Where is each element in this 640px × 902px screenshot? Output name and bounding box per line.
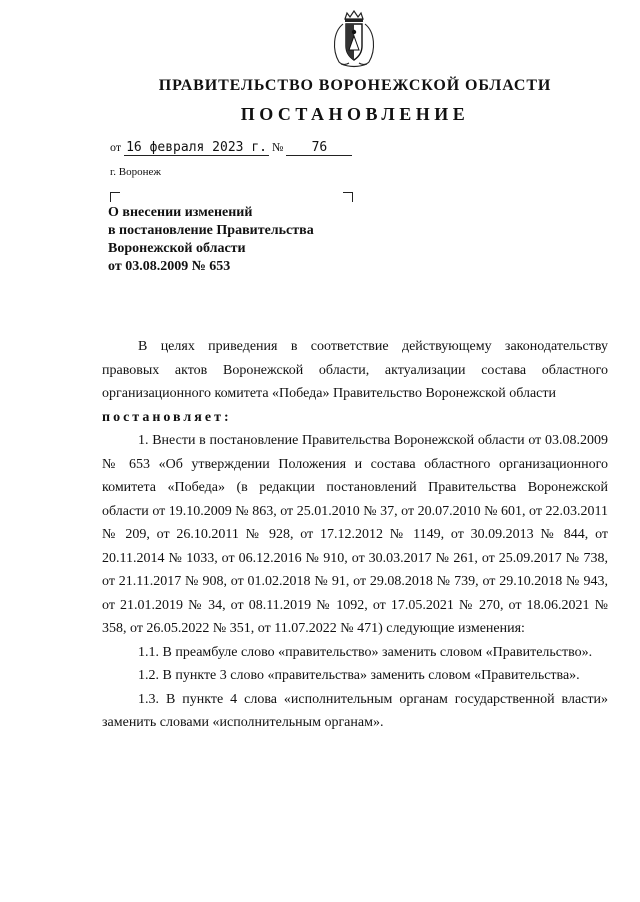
date-prefix: от	[110, 140, 122, 154]
item-1-paragraph: 1. Внести в постановление Правительства Воронежской области от 03.08.2009 № 653 «Об утверждении Положения и состава областного организационного комитета «Победа» (в редакции постановлений Правительства Воронежской области от 19.10.2009 № 863, от 25.01.2010 № 37, от 20.07.2010 № 601, от 22.03.2011 № 209, от 26.10.2011 № 928, от 17.12.2012 № 1149, от 30.09.2013 № 844, от 20.11.2014 № 1033, от 06.12.2016 № 910, от 30.03.2017 № 261, от 25.09.2017 № 738, от 21.11.2017 № 908, от 01.02.2018 № 91, от 29.08.2018 № 739, от 29.10.2018 № 943, от 21.01.2019 № 34, от 08.11.2019 № 1092, от 17.05.2021 № 270, от 18.06.2021 № 358, от 26.05.2022 № 351, от 11.07.2022 № 471) следующие изменения:	[102, 433, 608, 636]
item-1-3-paragraph: 1.3. В пункте 4 слова «исполнительным органам государственной власти» заменить словами «исполнительным органам».	[102, 691, 608, 730]
item-1-1-paragraph: 1.1. В преамбуле слово «правительство» заменить словом «Правительство».	[138, 644, 593, 660]
date-number-line	[110, 140, 352, 156]
voronezh-coat-of-arms-icon	[329, 10, 379, 70]
document-type-title: ПОСТАНОВЛЕНИЕ	[240, 104, 470, 124]
bracket-top-left	[110, 192, 120, 202]
item-1-2-paragraph: 1.2. В пункте 3 слово «правительства» заменить словом «Правительства».	[138, 668, 580, 683]
bracket-top-right	[343, 192, 353, 202]
subject-line: Воронежской области	[108, 241, 246, 256]
document-body	[102, 335, 608, 735]
government-title: ПРАВИТЕЛЬСТВО ВОРОНЕЖСКОЙ ОБЛАСТИ	[158, 77, 552, 94]
city-label: г. Воронеж	[110, 166, 161, 178]
resolves-word: постановляет:	[102, 409, 232, 425]
document-date: 16 февраля 2023 г.	[126, 140, 267, 155]
subject-line: в постановление Правительства	[108, 223, 314, 238]
document-number: 76	[286, 140, 352, 156]
preamble-paragraph: В целях приведения в соответствие действующему законодательству правовых актов Воронежской области, актуализации состава областного организационного комитета «Победа» Правительство Воронежской области	[102, 339, 608, 401]
subject-line: О внесении изменений	[108, 205, 253, 220]
subject-line: от 03.08.2009 № 653	[108, 259, 231, 274]
document-subject	[108, 204, 314, 276]
number-sign: №	[271, 140, 284, 154]
